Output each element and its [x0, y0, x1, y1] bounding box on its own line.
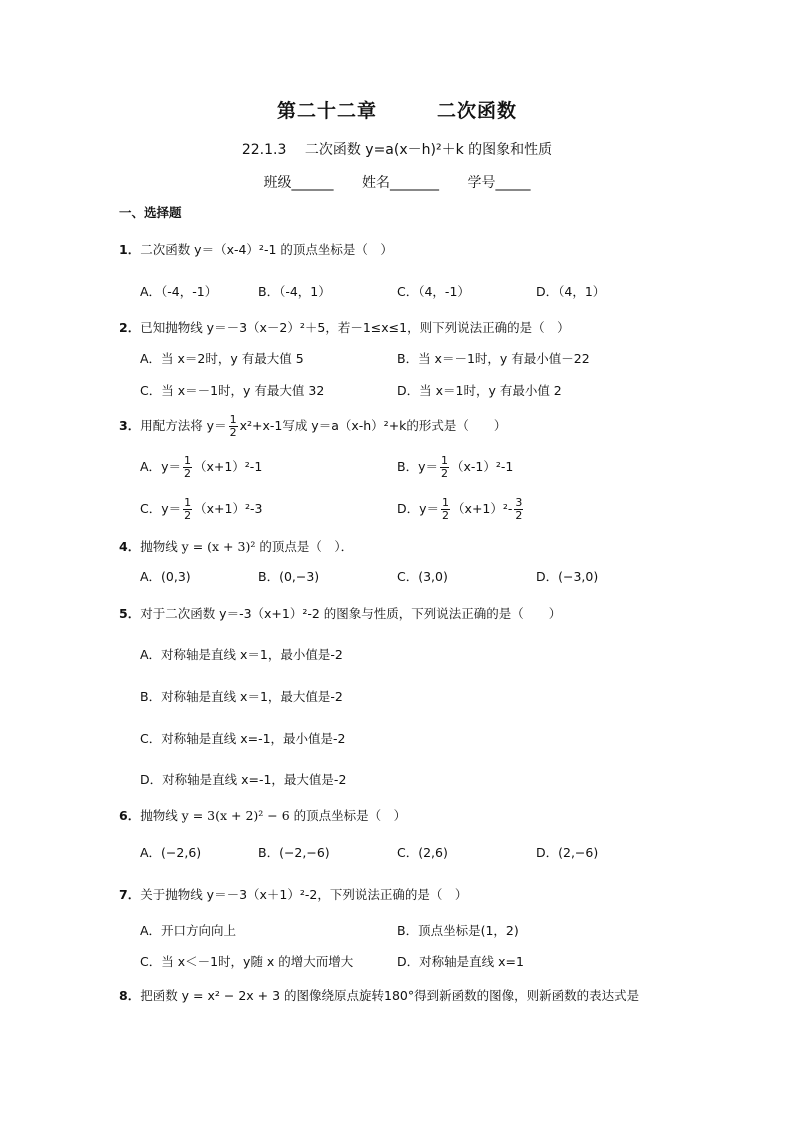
q1-option-a: A．（-4，-1）	[140, 284, 218, 299]
q2-option-b: B．当 x＝－1时，y 有最小值－22	[397, 351, 590, 366]
question-1: 1．二次函数 y＝（x-4）²-1 的顶点坐标是（ ）	[119, 242, 393, 257]
question-5: 5．对于二次函数 y＝-3（x+1）²-2 的图象与性质，下列说法正确的是（ ）	[119, 606, 562, 621]
fraction: $\frac{3}{2}$	[515, 496, 523, 522]
question-2: 2．已知抛物线 y＝－3（x－2）²＋5，若－1≤x≤1，则下列说法正确的是（ ）	[119, 320, 570, 335]
q5-option-d: D．对称轴是直线 x=-1，最大值是-2	[140, 772, 347, 787]
q2-option-c: C．当 x＝－1时，y 有最大值 32	[140, 383, 325, 398]
q6-option-d: D．(2,−6)	[536, 845, 599, 860]
question-4: 4．抛物线 y = (x + 3)² 的顶点是（ ）．	[119, 539, 354, 554]
q6-option-b: B．(−2,−6)	[258, 845, 330, 860]
question-6: 6．抛物线 y = 3(x + 2)² − 6 的顶点坐标是（ ）	[119, 808, 407, 823]
chapter-name: 二次函数	[437, 100, 518, 122]
q6-option-c: C．(2,6)	[397, 845, 448, 860]
fraction: $\frac{1}{2}$	[442, 496, 450, 522]
q5-option-a: A．对称轴是直线 x＝1，最小值是-2	[140, 647, 343, 662]
q3-option-b: B．y＝ $\frac{1}{2}$ （x-1）²-1	[397, 454, 514, 480]
section-title: 22.1.3 二次函数 y=a(x－h)²＋k 的图象和性质	[241, 142, 553, 158]
fraction: $\frac{1}{2}$	[184, 496, 192, 522]
q5-option-b: B．对称轴是直线 x＝1，最大值是-2	[140, 689, 343, 704]
q5-option-c: C．对称轴是直线 x=-1，最小值是-2	[140, 731, 346, 746]
q2-option-a: A．当 x＝2时，y 有最大值 5	[140, 351, 304, 366]
question-3: 3．用配方法将 y＝ $\frac{1}{2}$ x²+x-1写成 y＝a（x-h）²+k的形式是（ ）	[119, 413, 507, 439]
q3-option-d: D．y＝ $\frac{1}{2}$ （x+1）²- $\frac{3}{2}$	[397, 496, 523, 522]
q7-option-a: A．开口方向向上	[140, 923, 237, 938]
q2-option-d: D．当 x＝1时，y 有最小值 2	[397, 383, 562, 398]
question-7: 7．关于抛物线 y＝－3（x＋1）²-2，下列说法正确的是（ ）	[119, 887, 468, 902]
fraction: $\frac{1}{2}$	[440, 454, 448, 480]
class-field: 班级______	[263, 175, 334, 191]
part-title: 一、选择题	[119, 205, 182, 220]
q4-option-b: B．(0,−3)	[258, 569, 320, 584]
question-8: 8．把函数 y = x² − 2x + 3 的图像绕原点旋转180°得到新函数的图像，则新函数的表达式是	[119, 988, 640, 1003]
q4-option-a: A．(0,3)	[140, 569, 191, 584]
q7-option-b: B．顶点坐标是(1，2)	[397, 923, 519, 938]
q4-option-c: C．(3,0)	[397, 569, 448, 584]
q7-option-d: D．对称轴是直线 x=1	[397, 954, 524, 969]
q1-option-b: B．（-4，1）	[258, 284, 331, 299]
q4-option-d: D．(−3,0)	[536, 569, 599, 584]
fraction: $\frac{1}{2}$	[229, 413, 237, 439]
chapter-title	[0, 96, 794, 123]
name-field: 姓名_______	[362, 175, 439, 191]
q6-option-a: A．(−2,6)	[140, 845, 202, 860]
fraction: $\frac{1}{2}$	[183, 454, 191, 480]
q1-option-c: C．（4，-1）	[397, 284, 470, 299]
id-field: 学号_____	[467, 175, 531, 191]
q3-option-a: A．y＝ $\frac{1}{2}$ （x+1）²-1	[140, 454, 263, 480]
q1-option-d: D．（4，1）	[536, 284, 606, 299]
q3-option-c: C．y＝ $\frac{1}{2}$ （x+1）²-3	[140, 496, 263, 522]
chapter-number: 第二十二章	[276, 100, 377, 122]
student-info	[0, 172, 794, 192]
q7-option-c: C．当 x＜－1时，y随 x 的增大而增大	[140, 954, 354, 969]
